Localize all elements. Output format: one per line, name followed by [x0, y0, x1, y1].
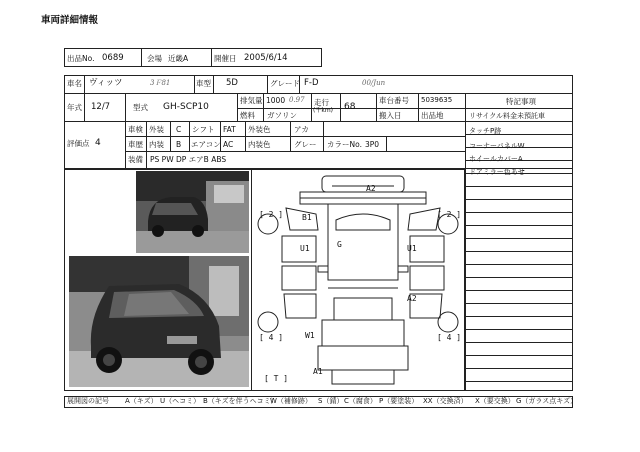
row-line [125, 151, 465, 152]
divider [170, 121, 171, 151]
displacement-note: 0.97 [289, 96, 305, 104]
divider [189, 121, 190, 151]
model-code-label: 型式 [133, 103, 148, 112]
special-note-item: ドアミラー色あせ [469, 168, 525, 176]
year-label: 年式 [67, 103, 82, 112]
divider [245, 121, 246, 151]
legend-item: W（補修跡） [270, 397, 312, 405]
grade-label: グレード [270, 79, 300, 88]
tyre-tread-front-left: [ 2 ] [259, 210, 284, 219]
ac-label: エアコン [191, 140, 221, 149]
mileage-unit: (千km) [313, 107, 334, 114]
damage-code-windshield: G [337, 240, 342, 249]
mileage-label: 走行 [314, 98, 329, 107]
car-name-value: ヴィッツ [89, 78, 123, 88]
exit-place-label: 出品地 [421, 111, 444, 120]
notes-ruled-line [465, 264, 573, 265]
car-type-value: 5D [226, 78, 238, 88]
color-no-value: 3P0 [365, 140, 380, 149]
notes-ruled-line [465, 303, 573, 304]
notes-ruled-line [465, 342, 573, 343]
divider [340, 93, 341, 121]
notes-ruled-line [465, 212, 573, 213]
tyre-tread-rear-right: [ 4 ] [437, 333, 462, 342]
notes-ruled-line [465, 199, 573, 200]
exterior-value: C [176, 125, 182, 134]
special-notes-frame [465, 93, 573, 391]
notes-ruled-line [465, 186, 573, 187]
interior-label: 内装 [149, 140, 164, 149]
notes-ruled-line [465, 108, 573, 109]
divider [267, 75, 268, 93]
displacement-value: 1000 [266, 96, 286, 105]
notes-ruled-line [465, 238, 573, 239]
special-notes-header: 特記事項 [506, 97, 536, 106]
inspection-label: 車検 [128, 125, 143, 134]
divider [125, 93, 126, 169]
notes-ruled-line [465, 316, 573, 317]
damage-code-rear: A1 [313, 367, 323, 376]
divider [84, 75, 85, 93]
shift-value: FAT [223, 125, 236, 134]
divider [290, 121, 291, 151]
legend-item: U（ヘコミ） [160, 397, 201, 405]
displacement-label: 排気量 [240, 96, 263, 105]
legend-title: 展開図の記号 [67, 397, 109, 405]
year-value: 12/7 [91, 102, 111, 112]
color-value: アカ [294, 125, 309, 134]
damage-code-left-fender: B1 [302, 213, 312, 222]
legend-item: A（キズ） [125, 397, 158, 405]
fuel-value: ガソリン [267, 111, 297, 120]
damage-code-left-rear: W1 [305, 331, 315, 340]
divider [194, 75, 195, 93]
divider [311, 93, 312, 121]
damage-code-right-door: U1 [407, 244, 417, 253]
divider [141, 48, 142, 67]
legend-item: XX（交換済） [423, 397, 468, 405]
notes-ruled-line [465, 121, 573, 122]
score-value: 4 [95, 138, 101, 148]
divider [323, 121, 324, 151]
legend-item: B（キズを伴うヘコミ） [203, 397, 278, 405]
interior-value: B [176, 140, 182, 149]
tyre-tread-rear-left: [ 4 ] [259, 333, 284, 342]
car-type-label: 車型 [196, 79, 211, 88]
mileage-value: 68 [344, 102, 356, 112]
damage-code-right-rear: A2 [407, 294, 417, 303]
notes-ruled-line [465, 329, 573, 330]
special-note-item: リサイクル料金未預託車 [469, 112, 546, 120]
shift-label: シフト [192, 125, 215, 134]
grade-note: 00/Jun [362, 79, 386, 87]
divider [263, 93, 264, 121]
notes-ruled-line [465, 277, 573, 278]
divider [237, 93, 238, 121]
divider [376, 93, 377, 121]
lot-value: 0689 [102, 53, 124, 63]
ac-value: AC [223, 140, 234, 149]
special-note-item: コーナーパネルW [469, 142, 525, 150]
venue-value: 近畿A [168, 54, 189, 63]
divider [386, 136, 387, 151]
legend-item: G（ガラス点キズ） [516, 397, 578, 405]
model-code-value: GH-SCP10 [163, 102, 209, 112]
damage-code-front: A2 [366, 184, 376, 193]
damage-code-left-door: U1 [300, 244, 310, 253]
chassis-value: 5039635 [421, 96, 453, 104]
color-label: 外装色 [248, 125, 271, 134]
notes-ruled-line [465, 368, 573, 369]
notes-ruled-line [465, 355, 573, 356]
color-no-label: カラーNo. [327, 140, 362, 149]
venue-label: 会場 [147, 54, 162, 63]
divider [211, 48, 212, 67]
tyre-tread-spare: [ T ] [264, 374, 289, 383]
interior-color-value: グレー [294, 140, 317, 149]
car-name-label: 車名 [67, 79, 82, 88]
special-note-item: タッチP跡 [469, 127, 502, 135]
page-title: 車両詳細情報 [41, 15, 99, 26]
divider [418, 93, 419, 121]
tyre-tread-front-right: [ 2 ] [437, 210, 462, 219]
divider [213, 75, 214, 93]
date-value: 2005/6/14 [244, 53, 288, 63]
fuel-label: 燃料 [240, 111, 255, 120]
score-label: 評価点 [67, 139, 90, 148]
divider [146, 121, 147, 169]
car-front-photo [69, 256, 249, 387]
equipment-value: PS PW DP エアB ABS [150, 155, 227, 164]
date-label: 開催日 [214, 54, 237, 63]
legend-item: P（要塗装） [379, 397, 419, 405]
lot-label: 出品No. [67, 54, 95, 63]
import-date-label: 搬入日 [379, 111, 402, 120]
row-line [125, 136, 465, 137]
notes-ruled-line [465, 381, 573, 382]
interior-color-label: 内装色 [248, 140, 271, 149]
grade-value: F-D [304, 78, 319, 88]
exterior-label: 外装 [149, 125, 164, 134]
notes-ruled-line [465, 290, 573, 291]
legend-item: X（要交換） [475, 397, 515, 405]
chassis-label: 車台番号 [379, 96, 409, 105]
legend-item: S（錆） [318, 397, 344, 405]
legend-item: C（腐食） [344, 397, 377, 405]
notes-ruled-line [465, 251, 573, 252]
equipment-label: 装備 [128, 155, 143, 164]
car-name-note: 3Ｆ81 [150, 79, 171, 87]
divider [84, 93, 85, 121]
notes-ruled-line [465, 225, 573, 226]
damage-diagram [252, 170, 464, 390]
car-rear-photo [136, 171, 249, 253]
special-note-item: ホイールカバーA [469, 155, 523, 163]
history-label: 車歴 [128, 140, 143, 149]
